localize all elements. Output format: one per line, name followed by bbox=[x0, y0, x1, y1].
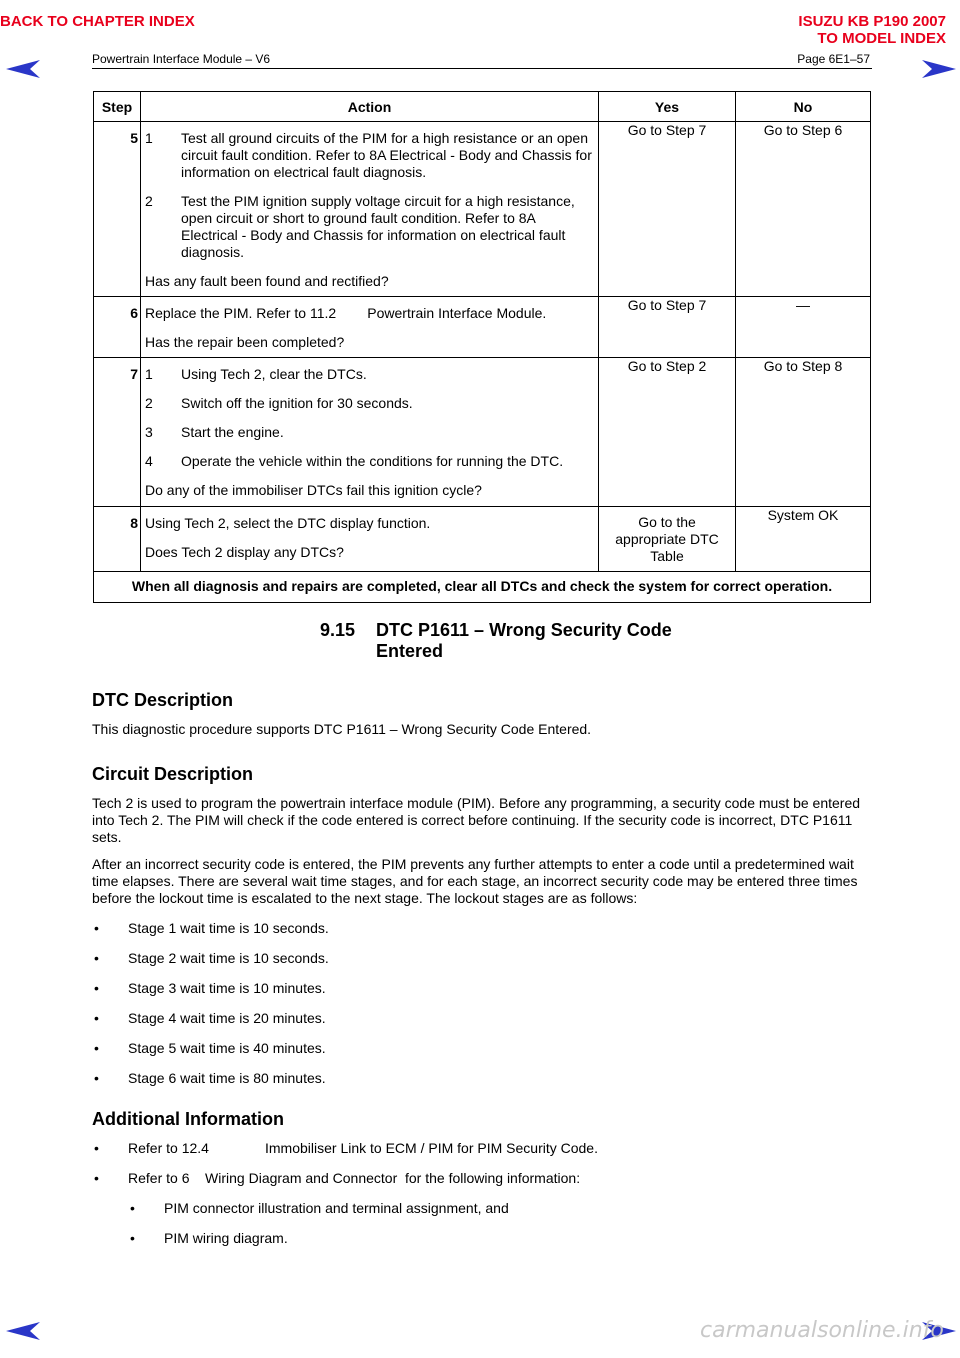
yes-result: Go to Step 7 bbox=[599, 297, 736, 358]
section-heading bbox=[320, 620, 672, 662]
column-header-no: No bbox=[736, 92, 871, 122]
reference-link[interactable]: Refer to 6 Wiring Diagram and Connector for the following information: bbox=[128, 1170, 581, 1186]
no-result: — bbox=[736, 297, 871, 358]
sub-list bbox=[128, 1200, 872, 1247]
yes-result: Go to Step 7 bbox=[599, 122, 736, 297]
column-header-action: Action bbox=[141, 92, 599, 122]
table-header-row bbox=[94, 92, 871, 122]
step-number: 7 bbox=[94, 358, 141, 507]
table-footer-row bbox=[94, 572, 871, 603]
section-number: 9.15 bbox=[320, 620, 356, 640]
header-divider bbox=[92, 68, 872, 69]
additional-information-list bbox=[92, 1140, 872, 1247]
yes-result: Go to the appropriate DTC Table bbox=[599, 507, 736, 572]
reference-link[interactable]: Refer to 12.4 bbox=[128, 1140, 209, 1156]
list-item: • PIM wiring diagram. bbox=[130, 1230, 288, 1246]
section-title-line1: DTC P1611 – Wrong Security Code bbox=[376, 620, 672, 640]
step-action bbox=[141, 297, 599, 358]
watermark: carmanualsonline.info bbox=[700, 1318, 944, 1343]
section-title-line2: Entered bbox=[376, 641, 444, 661]
list-item: • Stage 5 wait time is 40 minutes. bbox=[94, 1040, 326, 1056]
action-item: 1 Using Tech 2, clear the DTCs. bbox=[145, 366, 367, 382]
previous-page-arrow-icon[interactable] bbox=[6, 60, 40, 78]
list-item: • PIM connector illustration and terminal assignment, and bbox=[130, 1200, 509, 1216]
dtc-description-heading: DTC Description bbox=[92, 690, 234, 710]
page-number: Page 6E1–57 bbox=[797, 52, 870, 66]
circuit-description-para1: Tech 2 is used to program the powertrain interface module (PIM). Before any programming, a security code must be entered into Tech 2. The PIM will check if the code entered is correct before continuing. If the security code is incorrect, DTC P1611 sets. bbox=[92, 795, 861, 845]
step-action bbox=[141, 507, 599, 572]
table-row bbox=[94, 297, 871, 358]
no-result: System OK bbox=[736, 507, 871, 572]
section-content bbox=[92, 690, 872, 1260]
circuit-description-heading: Circuit Description bbox=[92, 764, 254, 784]
diagnostic-steps-table bbox=[93, 91, 871, 603]
table-row bbox=[94, 122, 871, 297]
step-number: 6 bbox=[94, 297, 141, 358]
list-item: • Refer to 12.4 Immobiliser Link to ECM / PIM for PIM Security Code. bbox=[94, 1140, 598, 1156]
column-header-step: Step bbox=[94, 92, 141, 122]
table-row bbox=[94, 507, 871, 572]
list-item: • Stage 1 wait time is 10 seconds. bbox=[94, 920, 329, 936]
model-title-link[interactable] bbox=[798, 13, 946, 47]
action-item: 1 Test all ground circuits of the PIM for a high resistance or an open circuit fault condition. Refer to 8A Electrical - Body and Chassis for information on electrical fault diagnosis. bbox=[145, 130, 592, 180]
column-header-yes: Yes bbox=[599, 92, 736, 122]
table-row bbox=[94, 358, 871, 507]
list-item: • Stage 2 wait time is 10 seconds. bbox=[94, 950, 329, 966]
model-title: ISUZU KB P190 2007 bbox=[798, 13, 946, 30]
no-result: Go to Step 8 bbox=[736, 358, 871, 507]
action-item: 3 Start the engine. bbox=[145, 424, 284, 440]
document-title: Powertrain Interface Module – V6 bbox=[92, 52, 271, 66]
to-model-index-link[interactable]: TO MODEL INDEX bbox=[817, 30, 946, 47]
action-item: 2 Test the PIM ignition supply voltage circuit for a high resistance, open circuit or short to ground fault condition. Refer to 8A Electrical - Body and Chassis for information on electrical fault diagnosis. bbox=[145, 193, 575, 260]
dtc-description-text: This diagnostic procedure supports DTC P1611 – Wrong Security Code Entered. bbox=[92, 721, 592, 737]
list-item: • Stage 3 wait time is 10 minutes. bbox=[94, 980, 326, 996]
yes-result: Go to Step 2 bbox=[599, 358, 736, 507]
step-question: Has any fault been found and rectified? bbox=[145, 273, 389, 289]
action-line: Replace the PIM. Refer to 11.2 Powertrain Interface Module. bbox=[145, 305, 547, 321]
list-item: • Stage 6 wait time is 80 minutes. bbox=[94, 1070, 326, 1086]
step-action bbox=[141, 358, 599, 507]
no-result: Go to Step 6 bbox=[736, 122, 871, 297]
action-item: 2 Switch off the ignition for 30 seconds. bbox=[145, 395, 413, 411]
completion-note: When all diagnosis and repairs are completed, clear all DTCs and check the system for correct operation. bbox=[94, 572, 871, 603]
step-question: Do any of the immobiliser DTCs fail this ignition cycle? bbox=[145, 482, 482, 498]
action-line: Using Tech 2, select the DTC display function. bbox=[145, 515, 431, 531]
step-question: Has the repair been completed? bbox=[145, 334, 345, 350]
additional-information-heading: Additional Information bbox=[92, 1109, 284, 1129]
step-question: Does Tech 2 display any DTCs? bbox=[145, 544, 344, 560]
list-item: • Stage 4 wait time is 20 minutes. bbox=[94, 1010, 326, 1026]
next-page-arrow-icon[interactable] bbox=[922, 60, 956, 78]
step-number: 8 bbox=[94, 507, 141, 572]
previous-page-bottom-arrow-icon[interactable] bbox=[6, 1322, 40, 1340]
step-number: 5 bbox=[94, 122, 141, 297]
lockout-stages-list bbox=[92, 920, 872, 1087]
circuit-description-para2: After an incorrect security code is entered, the PIM prevents any further attempts to enter a code until a predetermined wait time elapses. There are several wait time stages, and for each stage, an incorrect security code may be entered three times before the lockout time is escalated to the next stage. The lockout stages are as follows: bbox=[92, 856, 858, 906]
back-to-chapter-index-link[interactable]: BACK TO CHAPTER INDEX bbox=[0, 13, 195, 30]
step-action bbox=[141, 122, 599, 297]
list-item: • Refer to 6 Wiring Diagram and Connector for the following information: • PIM connector illustration and terminal assignment, and • PIM wiring diagram. bbox=[92, 1170, 872, 1247]
action-item: 4 Operate the vehicle within the conditions for running the DTC. bbox=[145, 453, 564, 469]
